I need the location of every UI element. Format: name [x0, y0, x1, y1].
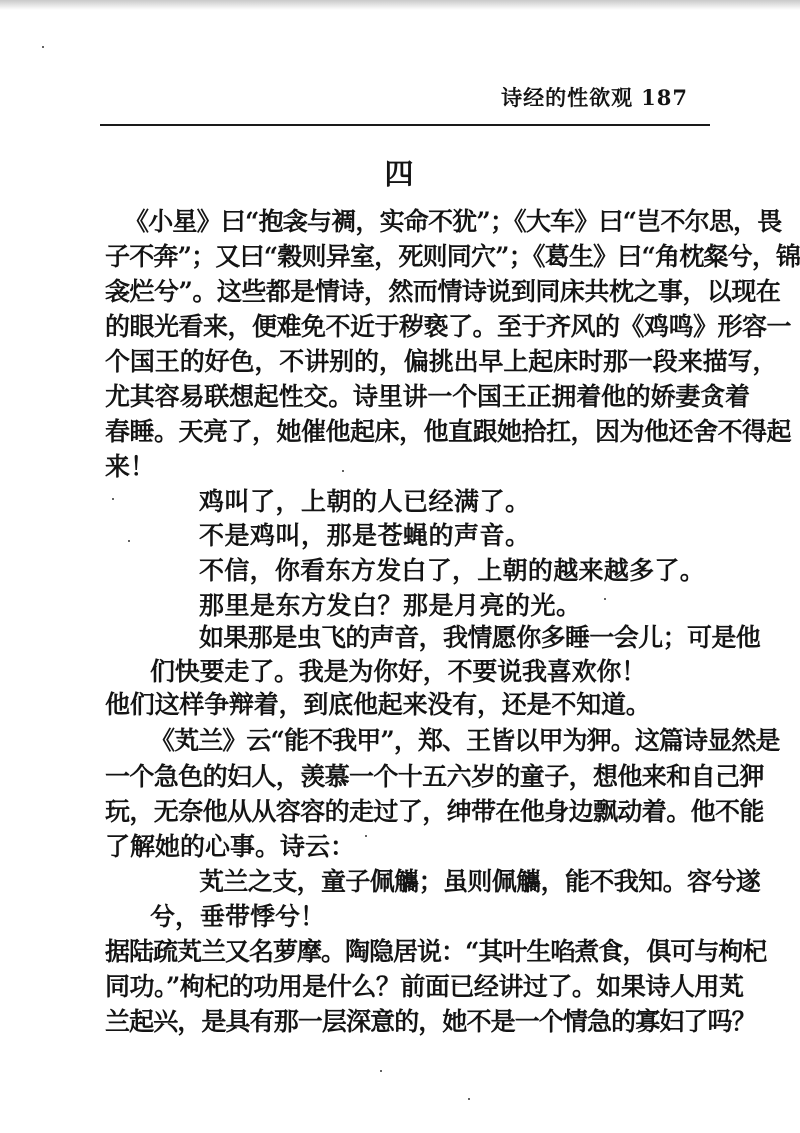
scan-speck — [342, 470, 344, 472]
text-line: 春睡。天亮了，她催他起床，他直跟她拾扛，因为他还舍不得起 — [105, 417, 792, 446]
text-line: 尤其容易联想起性交。诗里讲一个国王正拥着他的娇妻贪着 — [105, 382, 750, 411]
scan-speck — [604, 598, 606, 600]
text-line: 《小星》曰“抱衾与裯，实命不犹”；《大车》曰“岂不尔思，畏 — [124, 207, 782, 236]
text-line: 子不奔”；又曰“穀则异室，死则同穴”；《葛生》曰“角枕粲兮，锦 — [105, 242, 800, 271]
poem-line: 芄兰之支，童子佩觿；虽则佩觿，能不我知。容兮遂 — [199, 867, 761, 896]
text-line: 《芄兰》云“能不我甲”，郑、王皆以甲为狎。这篇诗显然是 — [150, 726, 780, 755]
page-number: 187 — [641, 85, 688, 110]
text-line: 同功。”枸杞的功用是什么？前面已经讲过了。如果诗人用芄 — [105, 972, 744, 1001]
text-line: 个国王的好色，不讲别的，偏挑出早上起床时那一段来描写， — [105, 347, 778, 376]
text-line: 玩，无奈他从从容容的走过了，绅带在他身边飘动着。他不能 — [105, 797, 764, 826]
text-line: 一个急色的妇人，羡慕一个十五六岁的童子，想他来和自己狎 — [105, 762, 764, 791]
chapter-number: 四 — [384, 157, 416, 191]
scan-speck — [380, 1070, 382, 1072]
scan-speck — [112, 498, 114, 500]
poem-line: 如果那是虫飞的声音，我情愿你多睡一会儿；可是他 — [199, 623, 761, 652]
scan-speck — [365, 835, 367, 837]
header-rule — [100, 124, 710, 126]
text-line: 了解她的心事。诗云： — [105, 832, 356, 861]
poem-line: 们快要走了。我是为你好，不要说我喜欢你！ — [150, 657, 647, 686]
text-line: 他们这样争辩着，到底他起来没有，还是不知道。 — [105, 690, 651, 719]
poem-line: 鸡叫了，上朝的人已经满了。 — [199, 487, 531, 516]
poem-line: 那里是东方发白？那是月亮的光。 — [199, 591, 582, 620]
poem-line: 不是鸡叫，那是苍蝇的声音。 — [199, 521, 531, 550]
poem-line: 不信，你看东方发白了，上朝的越来越多了。 — [199, 556, 706, 585]
header-title: 诗经的性欲观 — [501, 85, 634, 110]
scan-speck — [128, 540, 130, 542]
scan-speck — [468, 1098, 470, 1100]
scan-top-edge — [0, 0, 800, 10]
text-line: 据陆疏芄兰又名萝摩。陶隐居说：“其叶生啗煮食，俱可与枸杞 — [105, 937, 767, 966]
poem-line: 兮，垂带悸兮！ — [150, 902, 326, 931]
text-line: 来！ — [105, 452, 156, 481]
text-line: 兰起兴，是具有那一层深意的，她不是一个情急的寡妇了吗？ — [105, 1007, 756, 1036]
text-line: 的眼光看来，便难免不近于秽亵了。至于齐风的《鸡鸣》形容一 — [105, 312, 792, 341]
running-header — [501, 82, 688, 112]
scan-speck — [42, 46, 44, 48]
text-line: 衾烂兮”。这些都是情诗，然而情诗说到同床共枕之事，以现在 — [105, 277, 781, 306]
